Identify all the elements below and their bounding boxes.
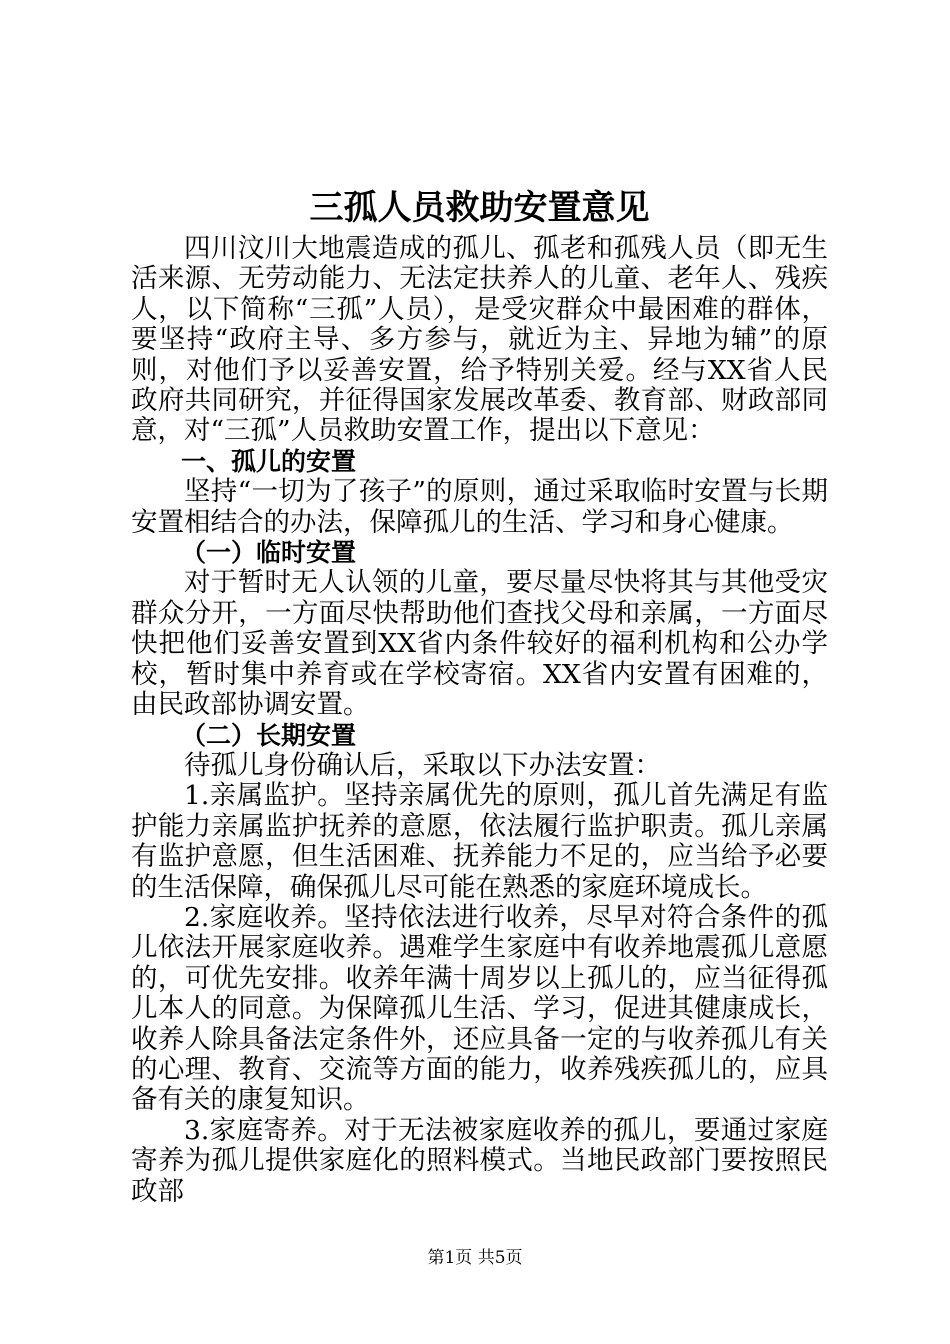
intro-paragraph: 四川汶川大地震造成的孤儿、孤老和孤残人员（即无生活来源、无劳动能力、无法定扶养人的儿童、老年人、残疾人，以下简称“三孤”人员），是受灾群众中最困难的群体，要坚持“政府主导、多方参与，就近为主、异地为辅”的原则，对他们予以妥善安置，给予特别关爱。经与XX省人民政府共同研究，并征得国家发展改革委、教育部、财政部同意，对“三孤”人员救助安置工作，提出以下意见： [131,233,828,447]
document-body [131,186,828,1207]
section-orphans-paragraph: 坚持“一切为了孩子”的原则，通过采取临时安置与长期安置相结合的办法，保障孤儿的生活、学习和身心健康。 [131,476,828,538]
item-family-foster-care: 3.家庭寄养。对于无法被家庭收养的孤儿，要通过家庭寄养为孤儿提供家庭化的照料模式。当地民政部门要按照民政部 [131,1114,828,1207]
item-relative-guardianship: 1.亲属监护。坚持亲属优先的原则，孤儿首先满足有监护能力亲属监护抚养的意愿，依法履行监护职责。孤儿亲属有监护意愿，但生活困难、抚养能力不足的，应当给予必要的生活保障，确保孤儿尽可能在熟悉的家庭环境成长。 [131,780,828,903]
long-term-intro-paragraph: 待孤儿身份确认后，采取以下办法安置： [184,749,661,781]
subsection-heading-temporary: （一）临时安置 [181,538,357,568]
page-title: 三孤人员救助安置意见 [309,188,650,228]
page-number-footer: 第1页 共5页 [427,1248,523,1268]
item-family-adoption: 2.家庭收养。坚持依法进行收养，尽早对符合条件的孤儿依法开展家庭收养。遇难学生家庭中有收养地震孤儿意愿的，可优先安排。收养年满十周岁以上孤儿的，应当征得孤儿本人的同意。为保障孤儿生活、学习，促进其健康成长，收养人除具备法定条件外，还应具备一定的与收养孤儿有关的心理、教育、交流等方面的能力，收养残疾孤儿的，应具备有关的康复知识。 [131,901,828,1116]
temporary-placement-paragraph: 对于暂时无人认领的儿童，要尽量尽快将其与其他受灾群众分开，一方面尽快帮助他们查找父母和亲属，一方面尽快把他们妥善安置到XX省内条件较好的福利机构和公办学校，暂时集中养育或在学校寄宿。XX省内安置有困难的，由民政部协调安置。 [131,567,828,721]
section-heading-orphans: 一、孤儿的安置 [181,446,357,476]
subsection-heading-long-term: （二）长期安置 [181,720,357,750]
